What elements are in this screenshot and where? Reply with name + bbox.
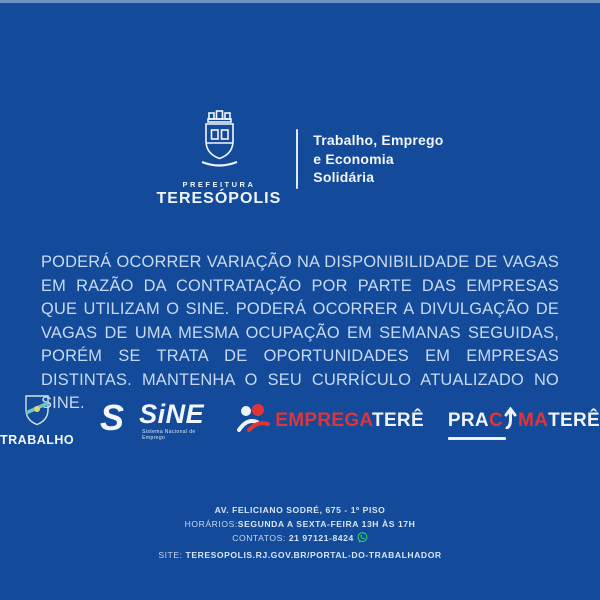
header bbox=[0, 110, 600, 208]
partner-logos-row bbox=[0, 394, 600, 447]
contacts-label: CONTATOS: bbox=[232, 533, 286, 544]
whatsapp-icon bbox=[357, 535, 368, 545]
svg-text:S: S bbox=[100, 399, 125, 437]
hours-line bbox=[0, 517, 600, 531]
logo-city-text: TERESÓPOLIS bbox=[156, 190, 282, 207]
pracimatere-logo bbox=[448, 407, 600, 435]
up-arrow-icon bbox=[503, 407, 518, 435]
emprega-text: EMPREGA bbox=[275, 409, 373, 431]
logo-prefeitura-text: PREFEITURA bbox=[182, 180, 256, 189]
sine-subtitle: Sistema Nacional de Emprego bbox=[142, 428, 196, 441]
sine-logo bbox=[98, 399, 213, 442]
trabalho-crest-icon bbox=[23, 394, 51, 431]
sine-s-icon bbox=[98, 399, 134, 442]
trabalho-logo bbox=[0, 394, 74, 447]
city-crest-icon bbox=[182, 110, 256, 177]
hours-value: SEGUNDA A SEXTA-FEIRA 13H ÀS 17H bbox=[237, 519, 416, 530]
contact-info bbox=[0, 503, 600, 562]
pracima-underline bbox=[448, 437, 506, 440]
department-name bbox=[313, 131, 443, 188]
header-divider bbox=[296, 129, 298, 189]
ma-text: MA bbox=[517, 409, 549, 431]
address-line: AV. FELICIANO SODRÉ, 675 - 1º PISO bbox=[214, 505, 386, 515]
trabalho-label: TRABALHO bbox=[0, 433, 75, 447]
phone-number: 21 97121-8424 bbox=[288, 533, 354, 544]
department-line: e Economia bbox=[313, 150, 394, 167]
prefeitura-teresopolis-logo bbox=[157, 110, 282, 208]
sine-name: SiNE bbox=[139, 398, 205, 429]
sine-wordmark bbox=[139, 398, 213, 441]
department-line: Trabalho, Emprego bbox=[313, 131, 444, 148]
pra-text: PRA bbox=[447, 409, 489, 431]
empregatere-logo bbox=[237, 404, 424, 437]
department-line: Solidária bbox=[313, 169, 375, 186]
tere-text2: TERÊ bbox=[548, 409, 600, 431]
site-label: SITE: bbox=[158, 549, 183, 560]
empregatere-wordmark bbox=[275, 410, 424, 432]
c-text: C bbox=[488, 409, 503, 431]
contacts-line bbox=[0, 531, 600, 547]
people-icon bbox=[237, 404, 271, 437]
tere-text: TERÊ bbox=[372, 409, 424, 431]
site-line bbox=[0, 548, 600, 562]
top-accent-strip bbox=[0, 0, 600, 3]
site-url: TERESOPOLIS.RJ.GOV.BR/PORTAL-DO-TRABALHADOR bbox=[185, 549, 442, 560]
hours-label: HORÁRIOS: bbox=[184, 519, 238, 530]
notice-paragraph: PODERÁ OCORRER VARIAÇÃO NA DISPONIBILIDADE DE VAGAS EM RAZÃO DA CONTRATAÇÃO POR PARTE DAS EMPRESAS QUE UTILIZAM O SINE. PODERÁ OCORRER A DIVULGAÇÃO DE VAGAS DE UMA MESMA OCUPAÇÃO EM SEMANAS SEGUIDAS, PORÉM SE TRATA DE OPORTUNIDADES EM EMPRESAS DISTINTAS. MANTENHA O SEU CURRÍCULO ATUALIZADO NO SINE. bbox=[41, 253, 559, 413]
